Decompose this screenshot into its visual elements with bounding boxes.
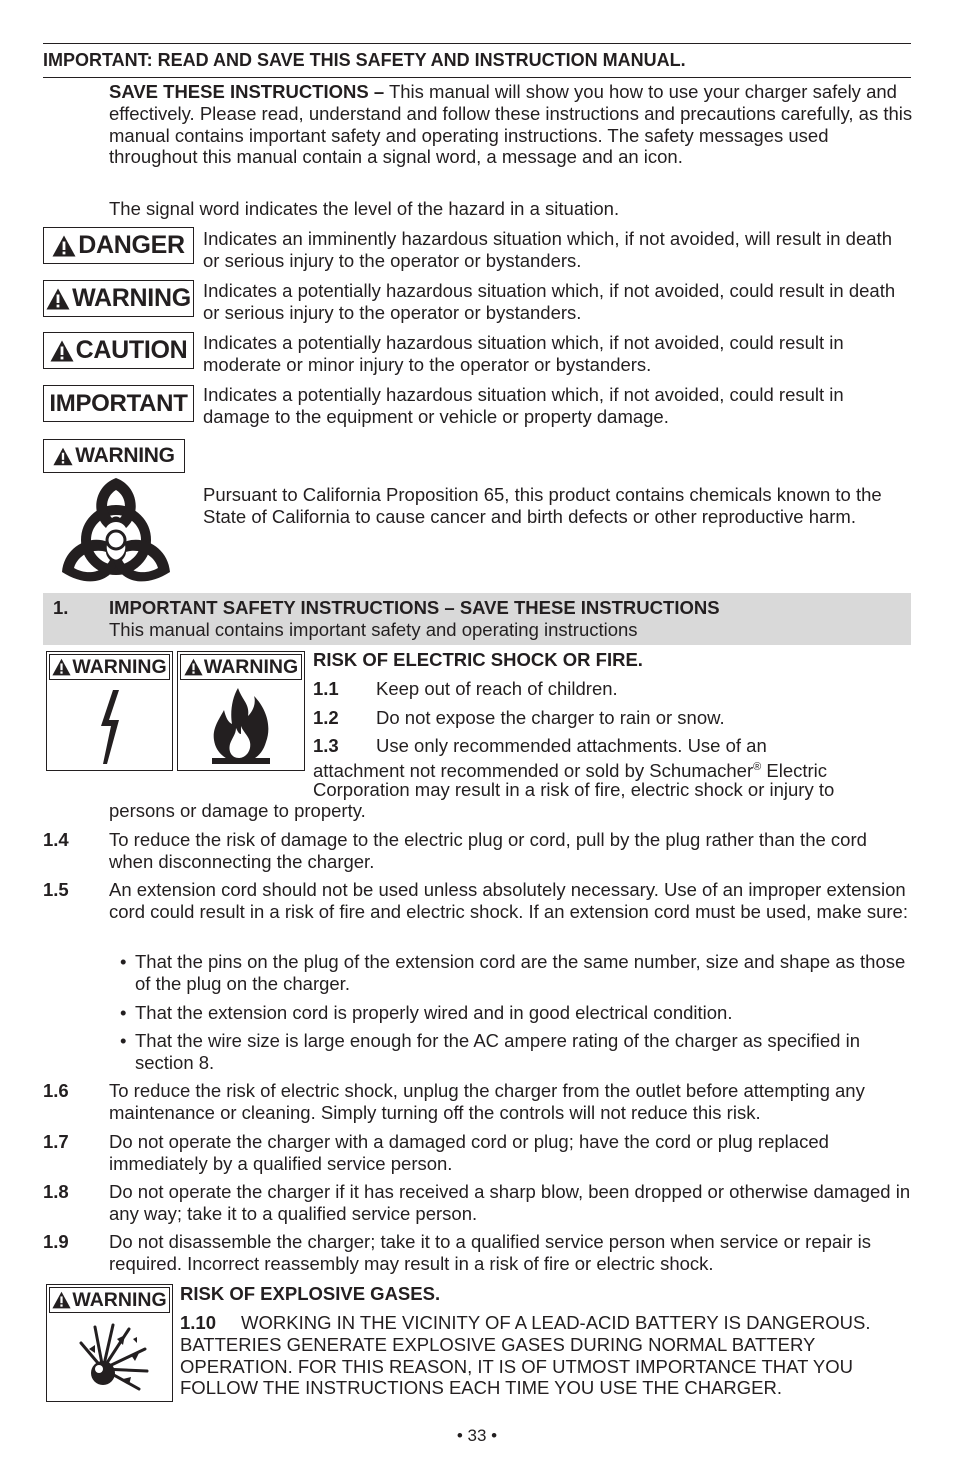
item-1-4-number: 1.4 <box>43 829 69 850</box>
section-1-title: IMPORTANT SAFETY INSTRUCTIONS – SAVE THESE INSTRUCTIONS <box>109 597 720 618</box>
list-item: • That the extension cord is properly wired and in good electrical condition. <box>120 1002 733 1023</box>
explosive-warning-box <box>46 1284 173 1402</box>
explosion-icon <box>73 1319 151 1397</box>
fire-warning-label: WARNING <box>180 654 302 680</box>
item-1-8-text: Do not operate the charger if it has received a sharp blow, been dropped or otherwise damaged in any way; take it to a qualified service person. <box>109 1181 911 1224</box>
item-1-3-number: 1.3 <box>313 735 339 756</box>
section-1-number: 1. <box>53 597 69 618</box>
item-1-1-text: Keep out of reach of children. <box>376 678 618 699</box>
alert-icon <box>52 658 71 676</box>
warning-description: Indicates a potentially hazardous situation which, if not avoided, could result in death or serious injury to the operator or bystanders. <box>203 280 896 323</box>
biohazard-icon <box>56 476 176 588</box>
important-label: IMPORTANT <box>43 385 194 422</box>
explosive-heading: RISK OF EXPLOSIVE GASES. <box>180 1283 441 1304</box>
item-1-5-text: An extension cord should not be used unless absolutely necessary. Use of an improper extension cord could result in a risk of fire and electric shock. If an extension cord must be used, make sure: <box>109 879 908 922</box>
page-number: • 33 • <box>456 1426 498 1445</box>
signal-word-line: The signal word indicates the level of the hazard in a situation. <box>109 198 620 219</box>
item-1-7-text: Do not operate the charger with a damaged cord or plug; have the cord or plug replaced immediately by a qualified service person. <box>109 1131 829 1174</box>
item-1-6-number: 1.6 <box>43 1080 69 1101</box>
alert-icon <box>50 340 74 362</box>
item-1-6-text: To reduce the risk of electric shock, unplug the charger from the outlet before attempting any maintenance or cleaning. Simply turning off the controls will not reduce this risk. <box>109 1080 865 1123</box>
shock-heading: RISK OF ELECTRIC SHOCK OR FIRE. <box>313 649 643 670</box>
intro-paragraph <box>109 81 913 168</box>
shock-warning-label: WARNING <box>49 654 170 680</box>
item-1-3-text-b: attachment not recommended or sold by Schumacher® Electric <box>313 760 828 782</box>
warning-label: WARNING <box>43 280 194 317</box>
danger-description: Indicates an imminently hazardous situation which, if not avoided, will result in death or serious injury to the operator or bystanders. <box>203 228 892 271</box>
list-item: • That the wire size is large enough for the AC ampere rating of the charger as specified in section 8. <box>120 1030 860 1073</box>
section-1-subtitle: This manual contains important safety and operating instructions <box>109 619 638 640</box>
intro-text: This manual will show you how to use your charger safely and effectively. Please read, understand and follow these instructions and precautions carefully, as this manual contains important safety and operating instructions. The safety messages used throughout this manual contain a signal word, a message and an icon. <box>109 81 913 168</box>
item-1-9-number: 1.9 <box>43 1231 69 1252</box>
top-rule <box>43 43 911 44</box>
alert-icon <box>53 447 73 466</box>
item-1-3-text-c: Corporation may result in a risk of fire, electric shock or injury to <box>313 779 835 800</box>
shock-warning-box <box>46 651 173 771</box>
item-1-4-text: To reduce the risk of damage to the electric plug or cord, pull by the plug rather than the cord when disconnecting the charger. <box>109 829 867 872</box>
intro-lead: SAVE THESE INSTRUCTIONS – <box>109 81 385 102</box>
item-1-3-text-a: Use only recommended attachments. Use of an <box>376 735 767 756</box>
item-1-1-number: 1.1 <box>313 678 339 699</box>
item-1-8-number: 1.8 <box>43 1181 69 1202</box>
item-1-2-text: Do not expose the charger to rain or snow. <box>376 707 725 728</box>
explosive-warning-label: WARNING <box>49 1287 170 1313</box>
caution-label: CAUTION <box>43 332 194 369</box>
fire-icon <box>208 686 274 766</box>
item-1-3-text-d: persons or damage to property. <box>109 800 366 821</box>
alert-icon <box>184 658 203 676</box>
item-1-9-text: Do not disassemble the charger; take it to a qualified service person when service or repair is required. Incorrect reassembly may result in a risk of fire or electric shock. <box>109 1231 871 1274</box>
prop65-warning-label: WARNING <box>43 439 185 473</box>
caution-description: Indicates a potentially hazardous situation which, if not avoided, could result in moderate or minor injury to the operator or bystanders. <box>203 332 844 375</box>
item-1-2-number: 1.2 <box>313 707 339 728</box>
prop65-text: Pursuant to California Proposition 65, this product contains chemicals known to the State of California to cause cancer and birth defects or other reproductive harm. <box>203 484 882 527</box>
registered-mark: ® <box>753 761 762 773</box>
alert-icon <box>46 288 70 310</box>
manual-header-title: IMPORTANT: READ AND SAVE THIS SAFETY AND INSTRUCTION MANUAL. <box>43 50 686 70</box>
item-1-10-text: WORKING IN THE VICINITY OF A LEAD-ACID BATTERY IS DANGEROUS. BATTERIES GENERATE EXPLOSIVE GASES DURING NORMAL BATTERY OPERATION. FOR THIS REASON, IT IS OF UTMOST IMPORTANCE THAT YOU FOLLOW THE INSTRUCTIONS EACH TIME YOU USE THE CHARGER. <box>180 1312 871 1399</box>
electric-shock-icon <box>87 686 131 768</box>
header-bottom-rule <box>43 77 911 78</box>
important-description: Indicates a potentially hazardous situation which, if not avoided, could result in damage to the equipment or vehicle or property damage. <box>203 384 844 427</box>
item-1-10 <box>180 1312 902 1399</box>
list-item: • That the pins on the plug of the extension cord are the same number, size and shape as those of the plug on the charger. <box>120 951 906 994</box>
item-1-7-number: 1.7 <box>43 1131 69 1152</box>
fire-warning-box <box>177 651 305 771</box>
item-1-10-number: 1.10 <box>180 1312 217 1333</box>
alert-icon <box>52 1291 71 1309</box>
alert-icon <box>52 235 76 257</box>
item-1-5-number: 1.5 <box>43 879 69 900</box>
danger-label: DANGER <box>43 227 194 264</box>
